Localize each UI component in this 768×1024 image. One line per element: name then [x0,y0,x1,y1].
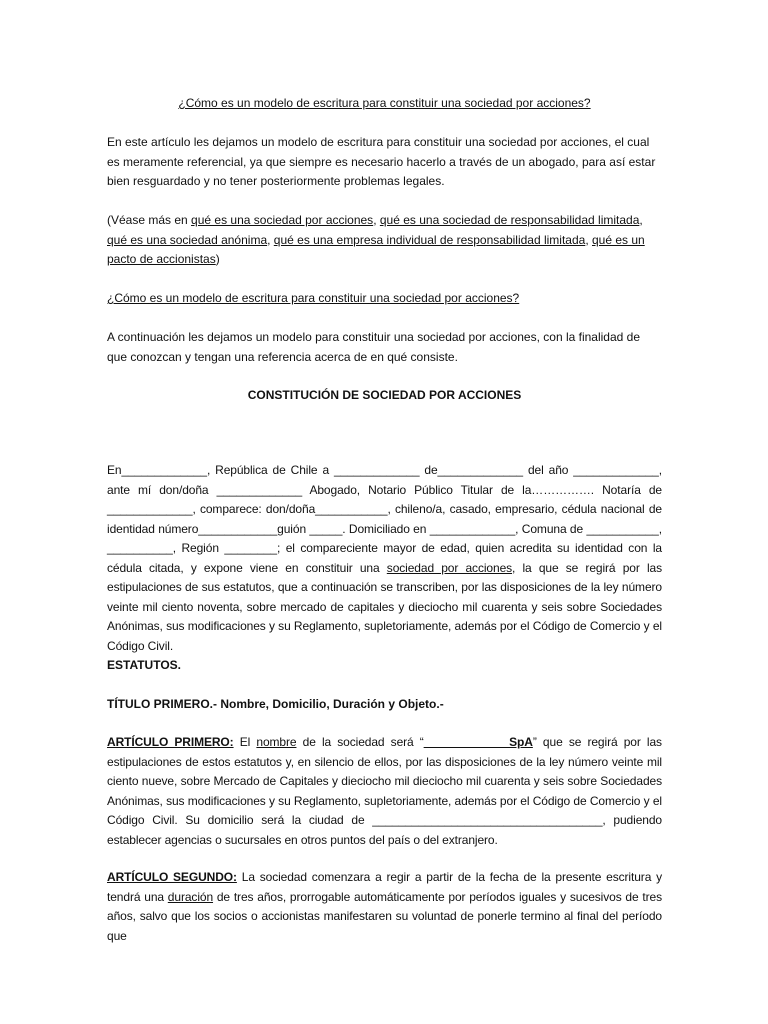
separator: , [639,213,643,227]
constitution-text-2: , la que se regirá por las estipulaciones de sus estatutos, que a continuación se transcriben, por las disposiciones de la ley número veinte mil ciento noventa, sobre mercado de capitales y dieciocho mil cuarenta y seis sobre Sociedades Anónimas, sus modificaciones y su Reglamento, supletoriamente, además por el Código de Comercio y el Código Civil. [107,560,662,653]
link-nombre[interactable]: nombre [256,735,297,749]
separator: , [585,232,592,247]
constitution-paragraph [107,461,662,656]
link-sociedad-anonima[interactable]: qué es una sociedad anónima [107,232,268,247]
separator: , [373,213,380,227]
see-also-prefix: (Véase más en [107,213,192,227]
constitution-text-1: En_____________, República de Chile a _____________ de_____________ del año _____________, ante mí don/doña _____________ Abogado, Notario Público Titular de la……………. Notaría de _____________, comparece: don/doña___________, chileno/a, casado, empresario, cédula nacional de identidad número____________guión _____. Domiciliado en _____________, Comuna de ___________, __________, Región ________; el compareciente mayor de edad, quien acredita su identidad con la cédula citada, y expone viene en constituir una [107,463,662,575]
see-also-suffix: ) [215,252,220,266]
constitution-heading: CONSTITUCIÓN DE SOCIEDAD POR ACCIONES [247,388,522,402]
link-sociedad-por-acciones-inline[interactable]: sociedad por acciones [386,560,513,575]
articulo-primero-text-3: ” que se regirá por las estipulaciones de estos estatutos y, en silencio de ellos, por las disposiciones de la ley número veinte mil ciento nueve, sobre Mercado de Capitales y dieciocho mil dieciocho mil cuarenta y seis sobre Sociedades Anónimas, sus modificaciones y su Reglamento, supletoriamente, además por el Código de Comercio y el Código Civil. Su domicilio será la ciudad de ___________________________________, pudiendo establecer agencias o sucursales en otros puntos del país o del extranjero. [107,735,662,847]
separator: , [267,232,274,247]
articulo-segundo-text-2: de tres años, prorrogable automáticamente por períodos iguales y sucesivos de tres años, salvo que los socios o accionistas manifestaren su voluntad de ponerle termino al final del período que [107,889,662,943]
sociedad-name-blank: _____________SpA [423,735,533,749]
articulo-primero-paragraph [107,733,662,850]
document-title: ¿Cómo es un modelo de escritura para constituir una sociedad por acciones? [178,96,591,110]
see-also-paragraph [107,211,662,270]
continuation-paragraph: A continuación les dejamos un modelo para constituir una sociedad por acciones, con la finalidad de que conozcan y tengan una referencia acerca de en qué consiste. [107,330,641,364]
link-sociedad-responsabilidad-limitada[interactable]: qué es una sociedad de responsabilidad limitada [379,213,640,227]
articulo-primero-label: ARTÍCULO PRIMERO: [107,735,234,749]
titulo-primero-heading: TÍTULO PRIMERO.- Nombre, Domicilio, Duración y Objeto.- [107,697,444,711]
articulo-primero-text-1: El [233,735,257,749]
articulo-segundo-text-1: La sociedad comenzara a regir a partir de la fecha de la presente escritura y tendrá una [107,870,663,904]
articulo-segundo-label: ARTÍCULO SEGUNDO: [107,870,237,884]
link-empresa-individual[interactable]: qué es una empresa individual de responsabilidad limitada [273,232,586,247]
link-pacto-accionistas[interactable]: qué es un pacto de accionistas [107,232,645,266]
intro-paragraph: En este artículo les dejamos un modelo de escritura para constituir una sociedad por acciones, el cual es meramente referencial, ya que siempre es necesario hacerlo a través de un abogado, para así estar bien resguardado y no tener posteriormente problemas legales. [107,135,656,188]
subtitle-link[interactable]: ¿Cómo es un modelo de escritura para constituir una sociedad por acciones? [107,291,520,305]
articulo-primero-text-2: de la sociedad será “ [296,735,424,749]
link-sociedad-por-acciones[interactable]: qué es una sociedad por acciones [191,213,374,227]
link-duracion[interactable]: duración [167,889,214,904]
articulo-segundo-paragraph [107,868,662,946]
estatutos-heading: ESTATUTOS. [107,658,182,672]
